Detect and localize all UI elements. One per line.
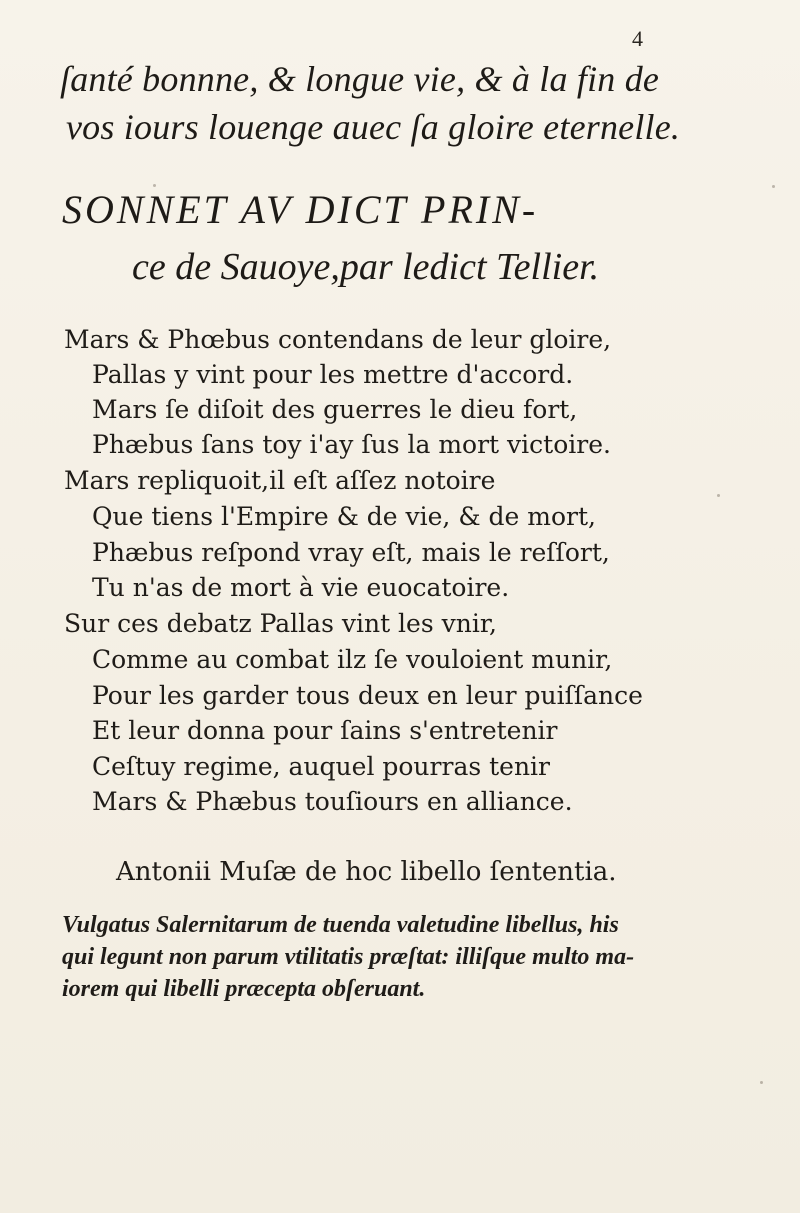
closing-line: Antonii Muſæ de hoc libello ſententia.: [116, 857, 617, 887]
verse-line: Phæbus reſpond vray eſt, mais le reſſort,: [92, 538, 610, 567]
latin-line: Vulgatus Salernitarum de tuenda valetudine libellus, his: [62, 912, 619, 938]
verse-line: Mars & Phœbus contendans de leur gloire,: [64, 325, 612, 354]
latin-line: iorem qui libelli præcepta obſeruant.: [62, 976, 426, 1002]
verse-line: Mars ſe diſoit des guerres le dieu fort,: [92, 395, 578, 424]
verse-line: Mars repliquoit,il eſt aſſez notoire: [64, 466, 496, 495]
verse-line: Mars & Phæbus touſiours en alliance.: [92, 787, 573, 816]
paper-speck: [717, 494, 720, 497]
verse-line: Que tiens l'Empire & de vie, & de mort,: [92, 502, 596, 531]
verse-line: Et leur donna pour ſains s'entretenir: [92, 716, 558, 745]
verse-line: Comme au combat ilz ſe vouloient munir,: [92, 645, 613, 674]
paper-speck: [153, 184, 156, 187]
intro-line: ſanté bonnne, & longue vie, & à la fin de: [60, 59, 660, 99]
sonnet-subtitle: ce de Sauoye,par ledict Tellier.: [132, 246, 600, 288]
paper-speck: [772, 185, 775, 188]
paper-speck: [760, 1081, 763, 1084]
verse-line: Phæbus ſans toy i'ay ſus la mort victoire.: [92, 430, 611, 459]
verse-line: Tu n'as de mort à vie euocatoire.: [92, 573, 510, 602]
verse-line: Ceſtuy regime, auquel pourras tenir: [92, 752, 551, 781]
sonnet-title: SONNET AV DICT PRIN-: [62, 187, 539, 232]
verse-line: Sur ces debatz Pallas vint les vnir,: [64, 609, 497, 638]
page-number: 4: [632, 26, 643, 51]
intro-line: vos iours louenge auec ſa gloire eternelle.: [66, 107, 681, 147]
verse-line: Pour les garder tous deux en leur puiſſance: [92, 681, 643, 710]
verse-line: Pallas y vint pour les mettre d'accord.: [92, 360, 574, 389]
latin-line: qui legunt non parum vtilitatis præſtat: illiſque multo ma-: [62, 944, 635, 970]
